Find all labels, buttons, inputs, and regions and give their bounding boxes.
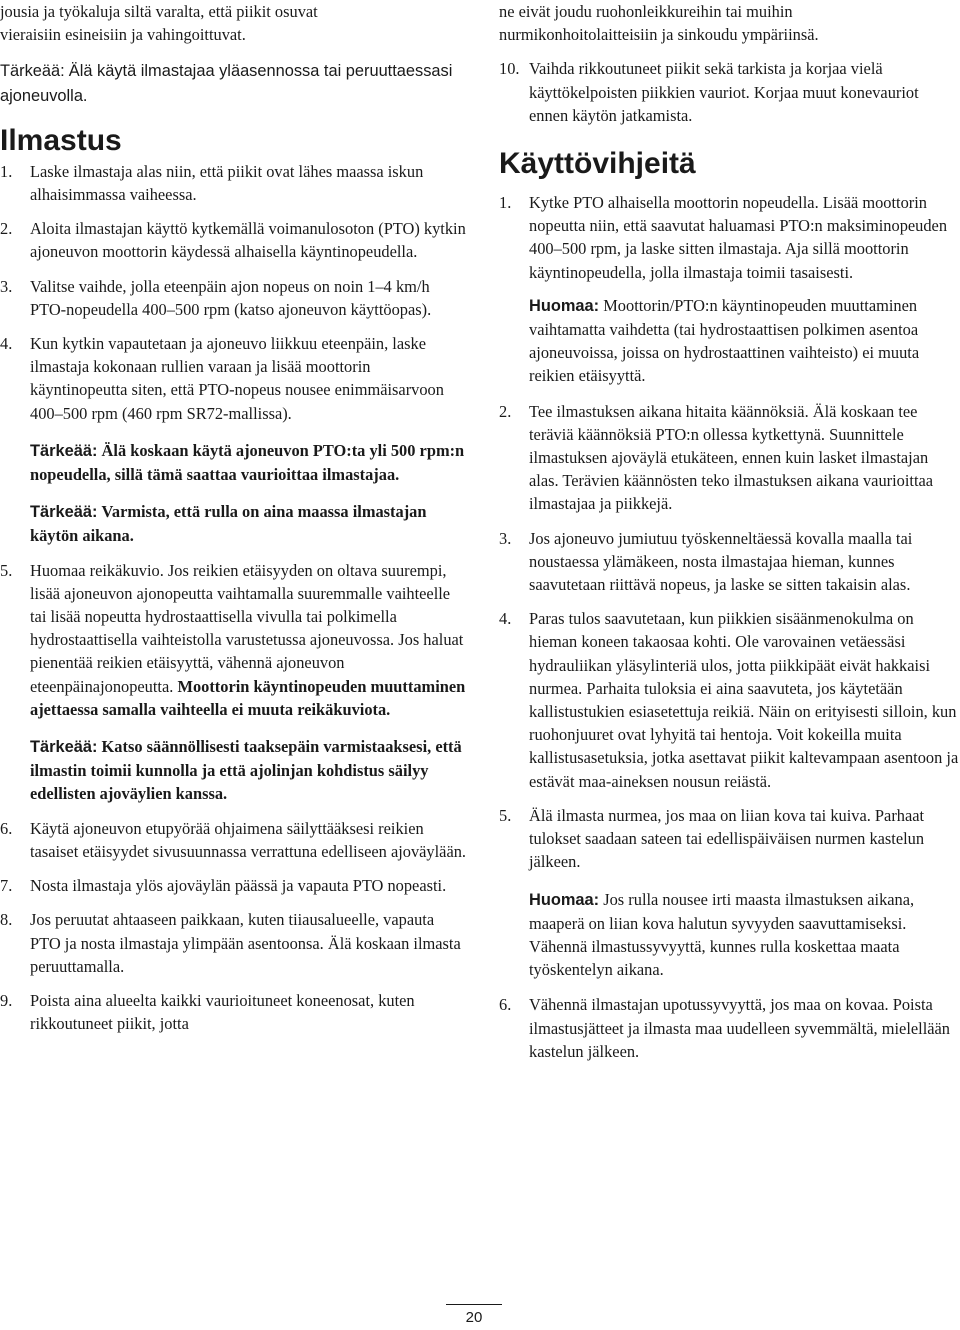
step-text: Kytke PTO alhaisella moottorin nopeudella. Lisää moottorin nopeutta niin, että saavutat haluamasi PTO:n maksiminopeuden 400–500 rpm, ja laske sitten ilmastaja. Aja sillä moottorin käyntinopeudella, jolla ilmastaja toimii tasaisesti. <box>529 193 948 282</box>
step-text: Valitse vaihde, jolla eteenpäin ajon nopeus on noin 1–4 km/h PTO-nopeudella 400–500 rpm (katso ajoneuvon käyttöopas). <box>30 276 432 319</box>
important-note-reverse <box>0 59 468 107</box>
step-text: Nosta ilmastaja ylös ajoväylän päässä ja vapauta PTO nopeasti. <box>30 876 447 896</box>
step-10 <box>499 57 959 127</box>
tip-2 <box>499 400 959 516</box>
step-number: 2. <box>499 401 512 421</box>
step-text: Vähennä ilmastajan upotussyvyyttä, jos maa on kovaa. Poista ilmastusjätteet ja ilmasta maa uudelleen syvemmältä, mielellään kastelun jälkeen. <box>529 995 951 1061</box>
step-number: 4. <box>0 334 13 354</box>
step-text: Paras tulos saavutetaan, kun piikkien sisäänmenokulma on hieman koneen takaosaa kohti. Ole varovainen vetäessäsi hydrauliikan yläsylinteriä ulos, jotta piikkipäät eivät hakkaisi nurmea. Parhaita tuloksia ei aina saavuteta, jos käytetään kallistustukien esiasetettuja reikiä. Näin on erityisesti silloin, kun ruohonjuuret ovat lyhyitä tai hentoja. Voit kokeilla muita kallistusasetuksia, jotka asettavat piikit kaltevampaan asentoon ja estävät maa-aineksen nousun reiästä. <box>529 609 959 791</box>
step-number: 7. <box>0 876 13 896</box>
important-note-look-back <box>30 735 468 806</box>
tip-1 <box>499 191 959 284</box>
note-label: Huomaa: <box>529 890 600 909</box>
step-number: 6. <box>0 818 13 838</box>
note-label: Huomaa: <box>529 296 600 315</box>
step-text: Aloita ilmastajan käyttö kytkemällä voimanulosoton (PTO) kytkin ajoneuvon moottorin käydessä alhaisella käyntinopeudella. <box>30 219 466 262</box>
step-bold-text: Moottorin käyntinopeuden muuttaminen ajettaessa samalla vaihteella ei muuta reikäkuviota. <box>30 676 466 719</box>
left-column <box>0 0 468 1035</box>
step-number: 3. <box>0 276 13 296</box>
important-text: Älä käytä ilmastajaa yläasennossa tai peruuttaessasi ajoneuvolla. <box>0 62 453 105</box>
step-6 <box>0 817 468 863</box>
step-text: Huomaa reikäkuvio. Jos reikien etäisyyden on oltava suurempi, lisää ajoneuvon ajonopeutta vaihtamalla suuremmalle vaihteelle tai lisää nopeutta hydrostaattisella vivulla tai polkimella hydrostaattisella vaihteistolla varustetussa ajoneuvossa. Jos haluat pienentää reikien etäisyyttä, vähennä ajoneuvon eteenpäinajonopeutta. <box>30 560 464 696</box>
important-text: Älä koskaan käytä ajoneuvon PTO:ta yli 500 rpm:n nopeudella, sillä tämä saattaa vaurioittaa ilmastajaa. <box>30 440 465 485</box>
step-4 <box>0 332 468 425</box>
important-note-roller <box>30 500 468 547</box>
important-note-pto-speed <box>30 439 468 486</box>
continued-line-1: ne eivät joudu ruohonleikkureihin tai muihin <box>499 2 793 21</box>
intro-line-2: vieraisiin esineisiin ja vahingoittuvat. <box>0 25 246 45</box>
note-text: Moottorin/PTO:n käyntinopeuden muuttaminen vaihtamatta vaihdetta (tai hydrostaattisen polkimen asentoa ajoneuvoissa, joissa on hydrostaattinen vaihteisto) ei muuta reikien etäisyyttä. <box>529 295 920 386</box>
step-9 <box>0 989 468 1035</box>
step-text: Vaihda rikkoutuneet piikit sekä tarkista ja korjaa vielä käyttökelpoisten piikkien vauriot. Korjaa muut konevauriot ennen käytön jatkamista. <box>529 59 919 125</box>
intro-line-1: jousia ja työkaluja siltä varalta, että piikit osuvat <box>0 2 318 21</box>
important-label: Tärkeää: <box>30 441 98 460</box>
step-5 <box>0 559 468 721</box>
note-roller-lifts <box>529 888 959 982</box>
note-text: Jos rulla nousee irti maasta ilmastuksen aikana, maaperä on liian kova halutun syvyyden saavuttamiseksi. Vähennä ilmastussyvyyttä, kunnes rulla koskettaa maata työskentelyn aikana. <box>529 889 915 980</box>
continued-line-2: nurmikonhoitolaitteisiin ja sinkoudu ympäriinsä. <box>499 25 819 45</box>
step-2 <box>0 217 468 263</box>
section-heading-ilmastus: Ilmastus <box>0 123 122 157</box>
step-number: 8. <box>0 910 13 930</box>
step-number: 10. <box>499 59 520 79</box>
step-number: 2. <box>0 219 13 239</box>
step-text: Jos peruutat ahtaaseen paikkaan, kuten tiiausalueelle, vapauta PTO ja nosta ilmastaja ylimpään asentoonsa. Älä koskaan ilmasta peruuttamalla. <box>30 910 461 976</box>
step-number: 4. <box>499 609 512 629</box>
page-number: 20 <box>446 1304 502 1326</box>
important-label: Tärkeää: <box>30 738 98 757</box>
tip-5 <box>499 804 959 874</box>
step-number: 3. <box>499 528 512 548</box>
note-engine-speed <box>529 294 959 388</box>
step-text: Jos ajoneuvo jumiutuu työskenneltäessä kovalla maalla tai noustaessa ylämäkeen, nosta ilmastajaa hieman, kunnes saavutetaan riittävä nopeus, ja laske se sitten takaisin alas. <box>529 528 913 595</box>
important-label: Tärkeää: <box>30 503 98 522</box>
important-label: Tärkeää: <box>0 62 65 81</box>
step-7 <box>0 874 468 897</box>
step-text: Laske ilmastaja alas niin, että piikit ovat lähes maassa iskun alhaisimmassa vaiheessa. <box>30 161 424 205</box>
step-number: 9. <box>0 990 13 1010</box>
important-text: Katso säännöllisesti taaksepäin varmistaaksesi, että ilmastin toimii kunnolla ja että ajolinjan kohdistus säilyy edellisten ajoväylien kanssa. <box>30 737 462 804</box>
step-number: 5. <box>499 805 512 825</box>
tip-3 <box>499 527 959 597</box>
step-number: 1. <box>499 193 512 213</box>
step-8 <box>0 908 468 978</box>
step-text: Tee ilmastuksen aikana hitaita käännöksiä. Älä koskaan tee teräviä käännöksiä PTO:n ollessa kytkettynä. Suunnittele ilmastuksen ajoväylä etukäteen, ennen kuin lasket ilmastajan alas. Terävien käännösten teko ilmastuksen aikana vaurioittaa ilmastajaa ja piikkejä. <box>529 401 934 514</box>
tip-6 <box>499 993 959 1063</box>
tip-4 <box>499 607 959 793</box>
step-text: Käytä ajoneuvon etupyörää ohjaimena säilyttääksesi reikien tasaiset etäisyydet sivusuunnassa verrattuna edelliseen ajoväylään. <box>30 818 467 861</box>
step-text: Kun kytkin vapautetaan ja ajoneuvo liikkuu eteenpäin, laske ilmastaja kokonaan rullien varaan ja lisää moottorin käyntinopeutta siten, että PTO-nopeus nousee enimmäisarvoon 400–500 rpm (460 rpm SR72-mallissa). <box>30 334 444 423</box>
step-number: 1. <box>0 161 13 181</box>
section-heading-kayttovihjeita: Käyttövihjeitä <box>499 147 696 181</box>
step-number: 5. <box>0 560 13 580</box>
step-3 <box>0 275 468 321</box>
step-1 <box>0 160 468 206</box>
step-text: Älä ilmasta nurmea, jos maa on liian kova tai kuiva. Parhaat tulokset saadaan sateen tai edellispäiväisen nurmen kastelun jälkeen. <box>529 805 925 872</box>
step-text: Poista aina alueelta kaikki vaurioituneet koneenosat, kuten rikkoutuneet piikit, jotta <box>30 990 415 1034</box>
important-text: Varmista, että rulla on aina maassa ilmastajan käytön aikana. <box>30 502 427 546</box>
right-column <box>499 0 959 1063</box>
step-number: 6. <box>499 995 512 1015</box>
